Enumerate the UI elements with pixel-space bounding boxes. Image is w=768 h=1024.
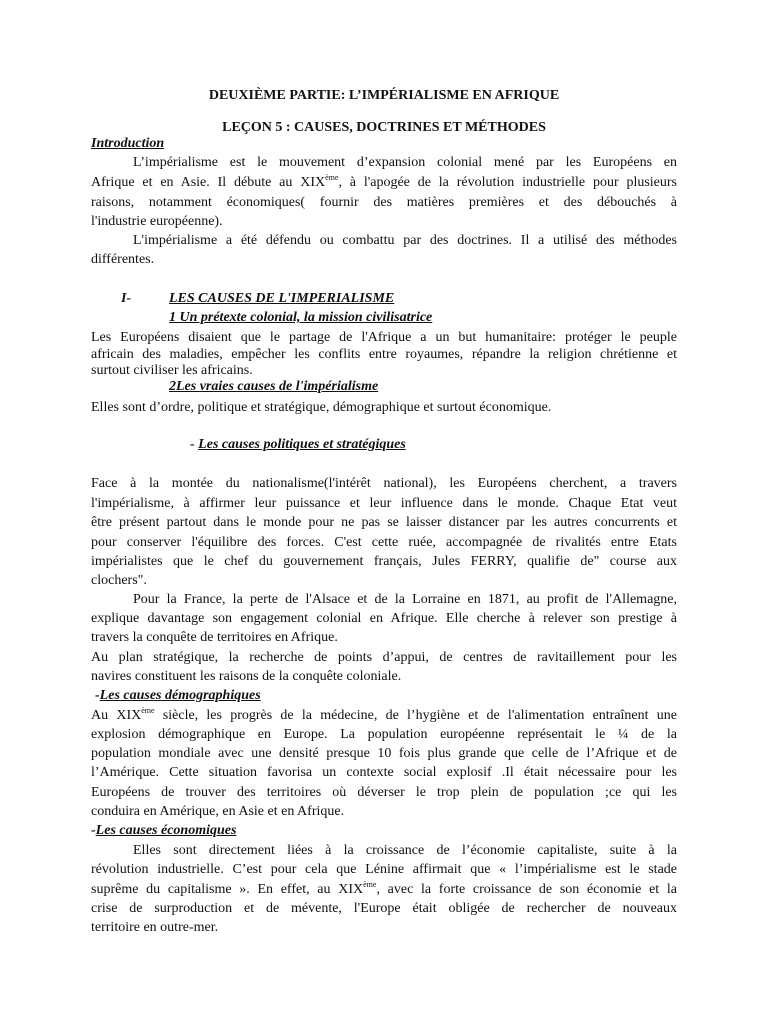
political-line: explique davantage son engagement colonial en Afrique. Elle cherche à relever son prestige à xyxy=(91,611,677,626)
section-heading: LES CAUSES DE L'IMPERIALISME xyxy=(169,291,395,306)
demographic-heading: -Les causes démographiques xyxy=(95,688,261,703)
introduction-heading: Introduction xyxy=(91,136,165,151)
intro-line-3: raisons, notamment économiques( fournir des matières premières et des débouchés à xyxy=(91,195,677,210)
political-line: clochers". xyxy=(91,573,147,588)
intro-line-2: Afrique et en Asie. Il débute au XIXème, à l'apogée de la révolution industrielle pour plusieurs xyxy=(91,173,677,190)
sub1-line-2: africain des maladies, empêcher les conflits entre royaumes, répandre la religion chrétienne et xyxy=(91,347,677,362)
sub2-line-1: Elles sont d’ordre, politique et stratégique, démographique et surtout économique. xyxy=(91,400,552,415)
demographic-line: conduira en Amérique, en Asie et en Afrique. xyxy=(91,804,345,819)
sub1-line-1: Les Européens disaient que le partage de l'Afrique a un but humanitaire: protéger le peuple xyxy=(91,330,677,345)
political-line: être présent partout dans le monde pour ne pas se laisser distancer par les autres concurrents et xyxy=(91,515,677,530)
section-numeral: I- xyxy=(121,291,132,306)
political-line: l'impérialisme, à affirmer leur puissance et leur influence dans le monde. Chaque Etat veut xyxy=(91,496,677,511)
economic-line: suprême du capitalisme ». En effet, au XIXème, avec la forte croissance de son économie et la xyxy=(91,880,677,897)
demographic-line: l’Amérique. Cette situation favorisa un contexte social explosif .Il était nécessaire pour les xyxy=(91,765,677,780)
economic-line: crise de surproduction et de mévente, l'Europe était obligée de rechercher de nouveaux xyxy=(91,901,677,916)
political-line: Au plan stratégique, la recherche de points d’appui, de centres de ravitaillement pour les xyxy=(91,650,677,665)
subsection-1-heading: 1 Un prétexte colonial, la mission civilisatrice xyxy=(169,310,433,325)
intro-line-1: L’impérialisme est le mouvement d’expansion colonial mené par les Européens en xyxy=(133,155,677,170)
political-line: navires constituent les raisons de la conquête coloniale. xyxy=(91,669,402,684)
intro-line-4: l'industrie européenne). xyxy=(91,214,223,229)
intro-line-5: L'impérialisme a été défendu ou combattu par des doctrines. Il a utilisé des méthodes xyxy=(133,233,677,248)
intro-line-6: différentes. xyxy=(91,252,155,267)
political-line: pour conserver l'équilibre des forces. C'est cette ruée, accompagnée de rivalités entre Etats xyxy=(91,535,677,550)
demographic-line: Européens de trouver des territoires où déverser le trop plein de population ;ce qui les xyxy=(91,785,677,800)
political-line: Pour la France, la perte de l'Alsace et de la Lorraine en 1871, au profit de l'Allemagne, xyxy=(133,592,677,607)
economic-line: Elles sont directement liées à la croissance de l’économie capitaliste, suite à la xyxy=(133,843,677,858)
demographic-line: Au XIXème siècle, les progrès de la médecine, de l’hygiène et de l'alimentation entraînent une xyxy=(91,706,677,723)
political-line: travers la conquête de territoires en Afrique. xyxy=(91,630,338,645)
economic-heading: -Les causes économiques xyxy=(91,823,237,838)
demographic-line: explosion démographique en Europe. La population européenne représentait le ¼ de la xyxy=(91,727,677,742)
political-heading: - Les causes politiques et stratégiques xyxy=(190,437,406,452)
subsection-2-heading: 2Les vraies causes de l'impérialisme xyxy=(169,379,379,394)
economic-line: territoire en outre-mer. xyxy=(91,920,219,935)
economic-line: révolution industrielle. C’est pour cela que Lénine affirmait que « l’impérialisme est le stade xyxy=(91,862,677,877)
part-title: DEUXIÈME PARTIE: L’IMPÉRIALISME EN AFRIQUE xyxy=(208,88,560,103)
political-line: impérialistes que le chef du gouvernement français, Jules FERRY, qualifie de" course aux xyxy=(91,554,677,569)
sub1-line-3: surtout civiliser les africains. xyxy=(91,363,253,378)
lesson-title: LEÇON 5 : CAUSES, DOCTRINES ET MÉTHODES xyxy=(222,120,546,135)
political-line: Face à la montée du nationalisme(l'intérêt national), les Européens cherchent, a travers xyxy=(91,476,677,491)
demographic-line: population mondiale avec une densité presque 10 fois plus grande que celle de l’Afrique et de xyxy=(91,746,677,761)
